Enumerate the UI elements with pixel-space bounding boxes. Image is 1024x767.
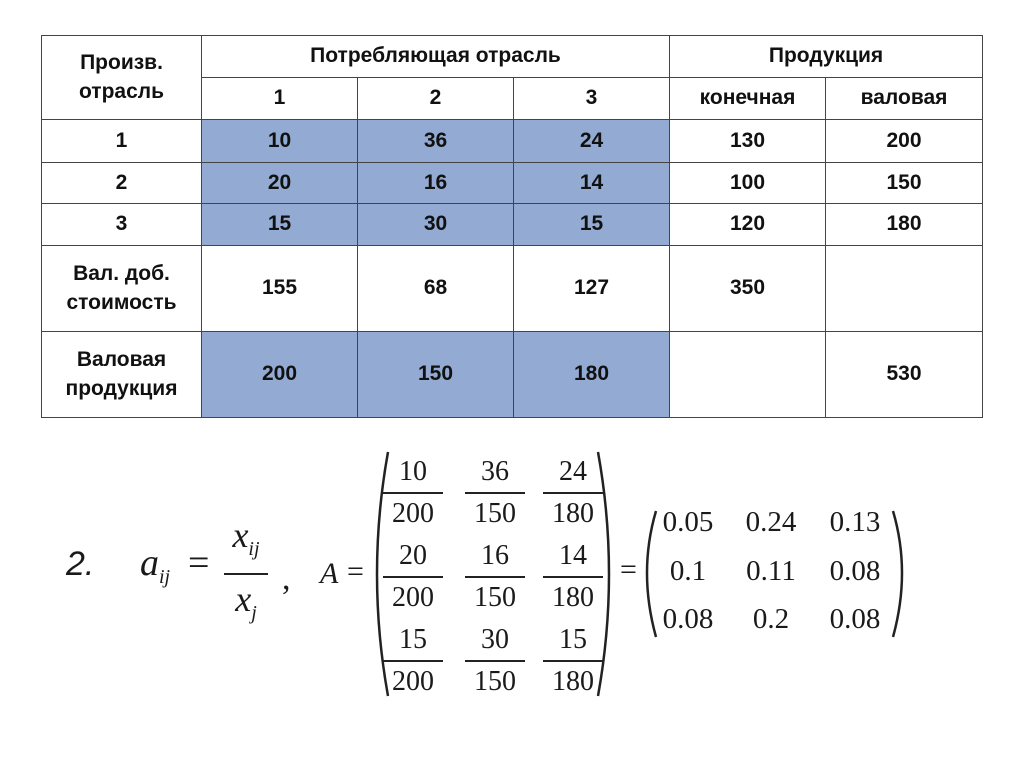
row-label: Вал. доб. стоимость (42, 246, 202, 332)
fraction-numerator: 30 (481, 624, 509, 655)
fraction-bar (465, 576, 525, 578)
flow-cell: 24 (514, 120, 670, 163)
matrix-fraction (543, 455, 603, 531)
fraction-numerator: 10 (399, 456, 427, 487)
fraction-bar (465, 660, 525, 662)
gross-output-cell: 200 (202, 332, 358, 418)
coefficient-subscript: ij (159, 566, 171, 588)
denominator-subscript: j (251, 602, 257, 624)
gross-cell: 200 (826, 120, 983, 163)
gross-output-cell: 150 (358, 332, 514, 418)
fraction-denominator: 150 (474, 582, 516, 613)
flow-cell: 16 (358, 163, 514, 204)
fraction-bar (383, 576, 443, 578)
matrix-fraction (383, 539, 443, 615)
gross-output-total: 530 (826, 332, 983, 418)
row-label: 3 (42, 204, 202, 246)
result-value: 0.1 (669, 555, 707, 587)
fraction-numerator: 15 (399, 624, 427, 655)
fraction-numerator: 16 (481, 540, 509, 571)
result-value: 0.2 (752, 603, 790, 635)
equals-sign-1: = (188, 542, 210, 584)
gross-cell: 150 (826, 163, 983, 204)
numerator-subscript: ij (248, 538, 260, 560)
denominator-symbol: x (235, 579, 252, 619)
fraction-numerator: 24 (559, 456, 587, 487)
fraction-bar (383, 492, 443, 494)
equals-sign-2: = (347, 555, 364, 588)
matrix-fraction (383, 455, 443, 531)
row-label: 1 (42, 120, 202, 163)
header-consuming-branch: Потребляющая отрасль (202, 36, 670, 78)
value-added-cell: 155 (202, 246, 358, 332)
fraction-denominator: 180 (552, 582, 594, 613)
value-added-cell: 68 (358, 246, 514, 332)
row-label: 2 (42, 163, 202, 204)
equals-sign-3: = (620, 553, 637, 586)
fraction-bar (543, 576, 603, 578)
result-value: 0.13 (829, 506, 881, 538)
header-final: конечная (670, 78, 826, 120)
flow-cell: 15 (514, 204, 670, 246)
fraction-bar (465, 492, 525, 494)
fraction-bar (543, 492, 603, 494)
matrix-fraction (465, 623, 525, 699)
result-value: 0.05 (662, 506, 714, 538)
result-value: 0.08 (662, 603, 714, 635)
fraction-denominator: 150 (474, 666, 516, 697)
header-gross: валовая (826, 78, 983, 120)
final-cell: 120 (670, 204, 826, 246)
fraction-denominator: 200 (392, 498, 434, 529)
fraction-bar (543, 660, 603, 662)
final-cell: 100 (670, 163, 826, 204)
fraction-denominator: 180 (552, 498, 594, 529)
matrix-fraction (465, 539, 525, 615)
flow-cell: 20 (202, 163, 358, 204)
fraction-numerator: 14 (559, 540, 587, 571)
fraction-denominator: 200 (392, 582, 434, 613)
flow-cell: 10 (202, 120, 358, 163)
matrix-fraction (543, 539, 603, 615)
formula-comma: , (282, 560, 291, 597)
result-value: 0.08 (829, 603, 881, 635)
matrix-fraction (383, 623, 443, 699)
header-col-3: 3 (514, 78, 670, 120)
numerator-symbol: x (232, 515, 249, 555)
fraction-denominator: 150 (474, 498, 516, 529)
flow-cell: 15 (202, 204, 358, 246)
result-value: 0.24 (745, 506, 797, 538)
matrix-name: A (320, 557, 339, 590)
header-col-1: 1 (202, 78, 358, 120)
value-added-cell: 127 (514, 246, 670, 332)
item-number: 2. (66, 545, 95, 583)
gross-cell: 180 (826, 204, 983, 246)
fraction-bar (383, 660, 443, 662)
header-producing-branch: Произв. отрасль (42, 36, 202, 120)
value-added-final: 350 (670, 246, 826, 332)
gross-output-cell: 180 (514, 332, 670, 418)
flow-cell: 30 (358, 204, 514, 246)
coefficient-symbol: a (140, 542, 159, 584)
fraction-numerator: 15 (559, 624, 587, 655)
fraction-numerator: 20 (399, 540, 427, 571)
header-products: Продукция (670, 36, 983, 78)
row-label: Валовая продукция (42, 332, 202, 418)
final-cell: 130 (670, 120, 826, 163)
fraction-denominator: 200 (392, 666, 434, 697)
matrix-fraction (543, 623, 603, 699)
fraction-numerator: 36 (481, 456, 509, 487)
result-value: 0.08 (829, 555, 881, 587)
matrix-fraction (465, 455, 525, 531)
header-col-2: 2 (358, 78, 514, 120)
result-value: 0.11 (746, 555, 796, 587)
fraction-denominator: 180 (552, 666, 594, 697)
flow-cell: 14 (514, 163, 670, 204)
flow-cell: 36 (358, 120, 514, 163)
